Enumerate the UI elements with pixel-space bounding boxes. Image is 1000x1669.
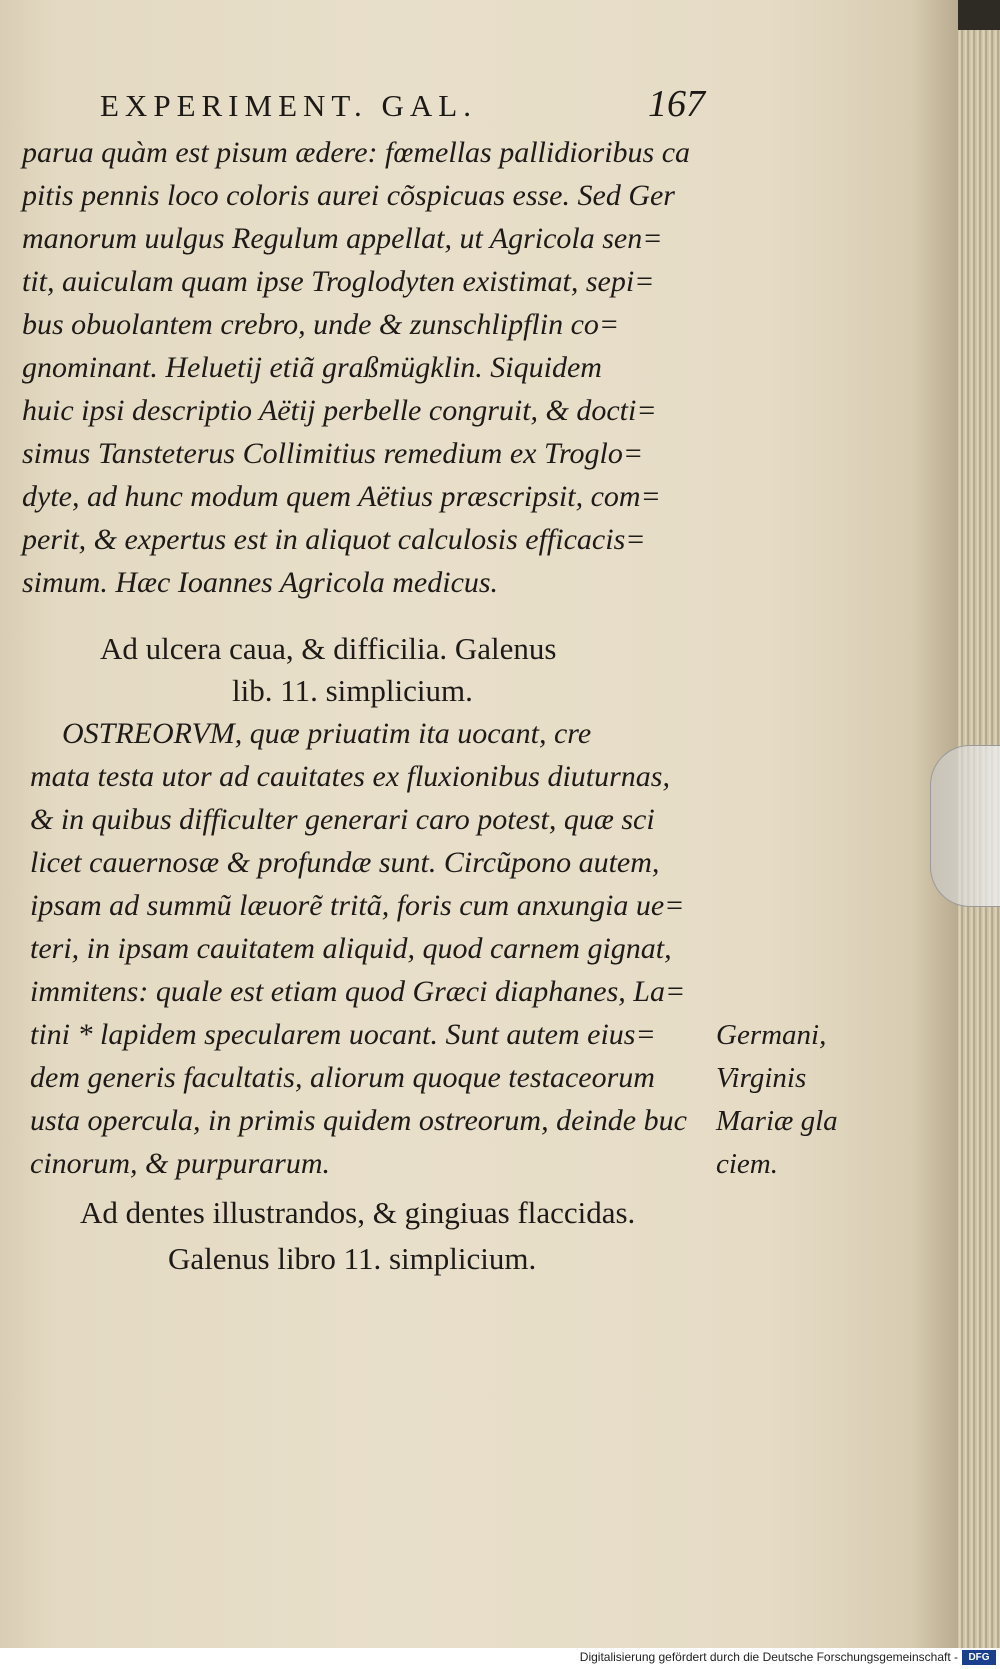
body-line: manorum uulgus Regulum appellat, ut Agricola sen= (22, 222, 663, 255)
body-line: dem generis facultatis, aliorum quoque testaceorum (30, 1061, 655, 1094)
footer-credit: Digitalisierung gefördert durch die Deutsche Forschungsgemeinschaft - (579, 1650, 958, 1664)
margin-note: Virginis (716, 1062, 807, 1094)
margin-note: Germani, (716, 1019, 827, 1051)
margin-note: Mariæ gla (716, 1105, 838, 1137)
body-line: immitens: quale est etiam quod Græci diaphanes, La= (30, 975, 686, 1008)
page-number: 167 (648, 83, 705, 125)
body-line: bus obuolantem crebro, unde & zunschlipflin co= (22, 308, 620, 341)
body-line: parua quàm est pisum ædere: fœmellas pallidioribus ca (22, 136, 691, 169)
body-line: gnominant. Heluetij etiã graßmügklin. Siquidem (22, 351, 602, 384)
body-line: pitis pennis loco coloris aurei cõspicuas esse. Sed Ger (22, 179, 675, 212)
digitization-footer (0, 1648, 1000, 1669)
body-line: huic ipsi descriptio Aëtij perbelle congruit, & docti= (22, 394, 657, 427)
body-line: dyte, ad hunc modum quem Aëtius præscripsit, com= (22, 480, 661, 513)
running-title: EXPERIMENT. GAL. (100, 88, 477, 123)
section-heading: Ad dentes illustrandos, & gingiuas flaccidas. (80, 1195, 636, 1230)
body-line: usta opercula, in primis quidem ostreorum, deinde buc (30, 1104, 687, 1137)
margin-note: ciem. (716, 1148, 778, 1180)
body-line: tini * lapidem specularem uocant. Sunt autem eius= (30, 1018, 656, 1051)
running-header (100, 82, 720, 132)
body-line: ipsam ad summũ læuorẽ tritã, foris cum anxungia ue= (30, 889, 685, 922)
body-line: mata testa utor ad cauitates ex fluxionibus diuturnas, (30, 760, 670, 793)
body-line: OSTREORVM, quæ priuatim ita uocant, cre (62, 717, 592, 750)
body-line: simus Tansteterus Collimitius remedium ex Troglo= (22, 437, 644, 470)
section-heading: lib. 11. simplicium. (232, 673, 473, 708)
dfg-logo: DFG (962, 1650, 996, 1665)
body-line: cinorum, & purpurarum. (30, 1147, 331, 1180)
page-clip (930, 745, 1000, 907)
body-line: teri, in ipsam cauitatem aliquid, quod carnem gignat, (30, 932, 672, 965)
section-heading: Galenus libro 11. simplicium. (168, 1241, 537, 1276)
body-line: licet cauernosæ & profundæ sunt. Circũpono autem, (30, 846, 660, 879)
body-line: perit, & expertus est in aliquot calculosis efficacis= (22, 523, 646, 556)
body-line: tit, auiculam quam ipse Troglodyten existimat, sepi= (22, 265, 655, 298)
body-line: simum. Hæc Ioannes Agricola medicus. (22, 566, 499, 599)
body-line: & in quibus difficulter generari caro potest, quæ sci (30, 803, 655, 836)
section-heading: Ad ulcera caua, & difficilia. Galenus (100, 631, 557, 666)
